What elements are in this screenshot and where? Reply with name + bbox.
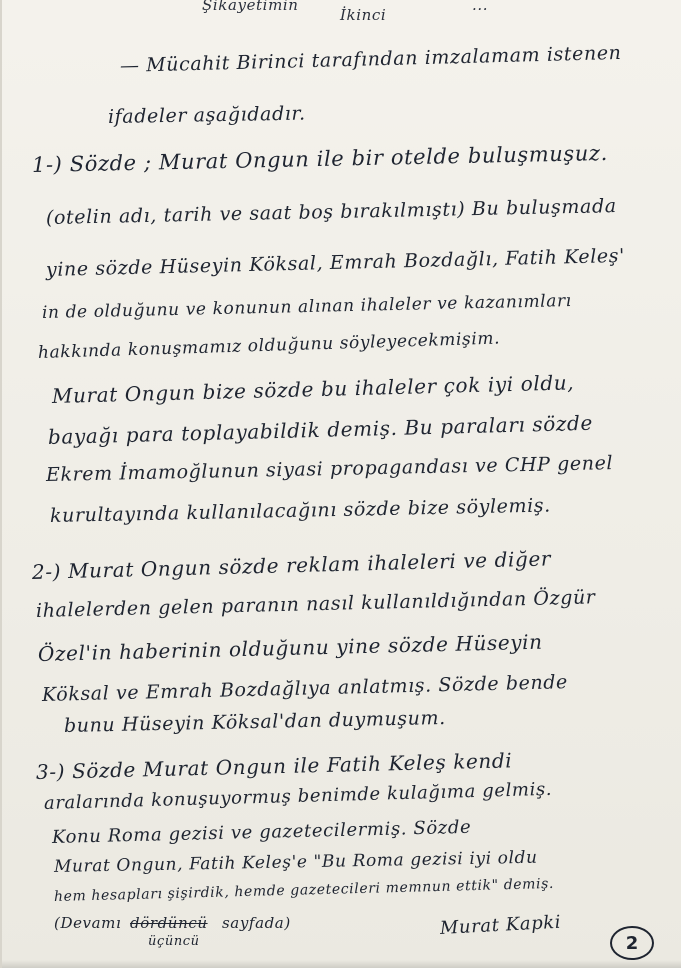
top-fragment-left: Şikayetimin xyxy=(202,0,299,14)
statement-line-14: bunu Hüseyin Köksal'dan duymuşum. xyxy=(63,707,446,737)
page-word-correction: üçüncü xyxy=(148,934,200,949)
statement-line-16: aralarında konuşuyormuş benimde kulağıma gelmiş. xyxy=(43,778,553,814)
statement-line-8: Ekrem İmamoğlunun siyasi propagandası ve CHP genel xyxy=(45,452,614,486)
intro-line-1: — Mücahit Birinci tarafından imzalamam istenen xyxy=(119,41,622,77)
statement-line-18: Murat Ongun, Fatih Keleş'e "Bu Roma gezisi iyi oldu xyxy=(53,847,538,877)
statement-line-2: (otelin adı, tarih ve saat boş bırakılmıştı) Bu buluşmada xyxy=(45,195,617,229)
statement-line-4: in de olduğunu ve konunun alınan ihaleler ve kazanımları xyxy=(41,290,572,323)
statement-line-7: bayağı para toplayabildik demiş. Bu paraları sözde xyxy=(47,410,594,449)
statement-line-6: Murat Ongun bize sözde bu ihaleler çok iyi oldu, xyxy=(51,370,575,408)
statement-line-11: ihalelerden gelen paranın nasıl kullanıldığından Özgür xyxy=(35,586,596,622)
page-number: 2 xyxy=(625,932,639,954)
statement-line-1: 1-) Sözde ; Murat Ongun ile bir otelde buluşmuşuz. xyxy=(31,140,609,177)
statement-line-17: Konu Roma gezisi ve gazetecilermiş. Sözde xyxy=(51,816,472,848)
statement-line-19: hem hesapları şişirdik, hemde gazetecileri memnun ettik" demiş. xyxy=(53,875,555,905)
top-fragment-middle: İkinci xyxy=(340,6,387,24)
statement-line-3: yine sözde Hüseyin Köksal, Emrah Bozdağlı, Fatih Keleş' xyxy=(45,244,626,281)
continued-note-suffix: sayfada) xyxy=(222,914,291,932)
page-bottom-shadow xyxy=(2,960,681,968)
intro-line-2: ifadeler aşağıdadır. xyxy=(107,102,306,128)
page-number-badge xyxy=(610,926,654,960)
signature-name: Murat Kapki xyxy=(439,911,562,939)
statement-line-15: 3-) Sözde Murat Ongun ile Fatih Keleş kendi xyxy=(35,748,513,784)
statement-line-5: hakkında konuşmamız olduğunu söyleyecekmişim. xyxy=(37,328,501,363)
statement-line-9: kurultayında kullanılacağını sözde bize söylemiş. xyxy=(49,494,552,527)
statement-line-12: Özel'in haberinin olduğunu yine sözde Hüseyin xyxy=(37,629,543,666)
continued-note-prefix: (Devamı xyxy=(54,914,122,932)
top-fragment-right: ... xyxy=(472,0,489,14)
statement-line-10: 2-) Murat Ongun sözde reklam ihaleleri ve diğer xyxy=(31,546,552,584)
statement-line-13: Köksal ve Emrah Bozdağlıya anlatmış. Sözde bende xyxy=(41,671,569,706)
struck-page-word: dördüncü xyxy=(130,914,208,932)
